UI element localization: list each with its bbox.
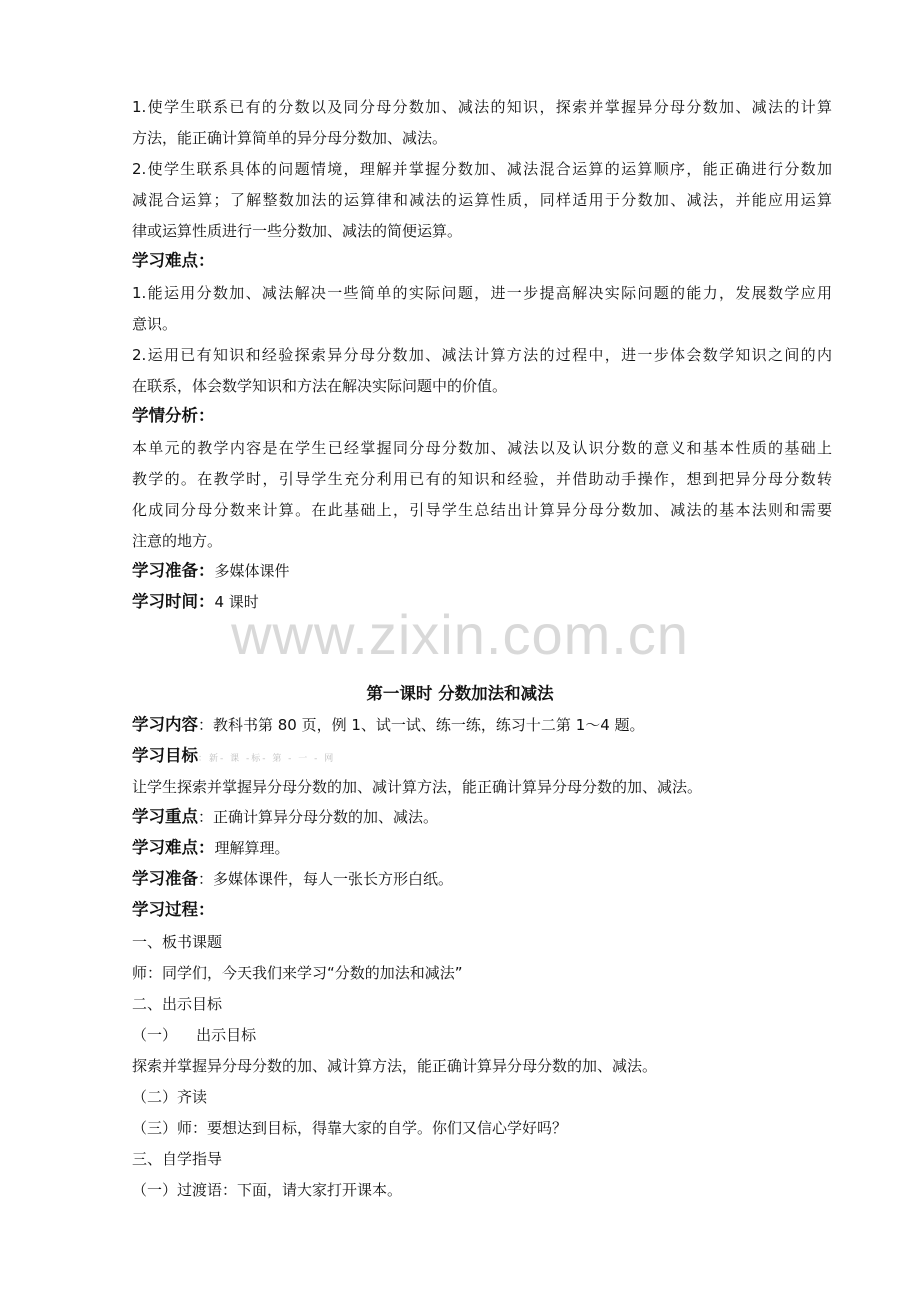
lesson-difficulty-label: 学习难点：: [132, 838, 215, 857]
analysis-heading: 学情分析：: [132, 406, 215, 425]
lesson-title: 第一课时 分数加法和减法: [366, 684, 554, 703]
analysis-line-4: 注意的地方。: [132, 532, 223, 550]
lesson-goal-row: [132, 745, 335, 770]
lesson-content-value: ：教科书第 80 页，例 1、试一试、练一练，练习十二第 1～4 题。: [198, 716, 645, 734]
goal-paragraph-1-line-1: 1.使学生联系已有的分数以及同分母分数加、减法的知识，探索并掌握异分母分数加、减法的计算: [132, 98, 832, 116]
lesson-goal-text: 让学生探索并掌握异分母分数的加、减计算方法，能正确计算异分母分数的加、减法。: [132, 778, 703, 796]
prep-row: [132, 560, 290, 582]
difficulty-heading: 学习难点：: [132, 251, 215, 270]
step-1-heading: 一、板书课题: [132, 933, 223, 951]
analysis-line-3: 化成同分母分数来计算。在此基础上，引导学生总结出计算异分母分数加、减法的基本法则和需要: [132, 501, 832, 519]
goal-paragraph-2-line-1: 2.使学生联系具体的问题情境，理解并掌握分数加、减法混合运算的运算顺序，能正确进行分数加: [132, 160, 832, 178]
time-heading: 学习时间：: [132, 592, 215, 611]
lesson-goal-watermark-text: ：新- 课 -标- 第 - 一 - 网: [198, 754, 336, 764]
step-2-1: （一） 出示目标: [132, 1026, 257, 1044]
lesson-prep-value: ：多媒体课件，每人一张长方形白纸。: [198, 870, 454, 888]
step-2-heading: 二、出示目标: [132, 995, 223, 1013]
analysis-line-1: 本单元的教学内容是在学生已经掌握同分母分数加、减法以及认识分数的意义和基本性质的基础上: [132, 439, 832, 457]
time-value: 4 课时: [214, 593, 259, 611]
lesson-difficulty-row: [132, 837, 290, 859]
lesson-difficulty-value: 理解算理。: [214, 839, 290, 857]
lesson-key-value: ：正确计算异分母分数的加、减法。: [198, 808, 439, 826]
lesson-prep-row: [132, 868, 453, 890]
step-2-1-text: 探索并掌握异分母分数的加、减计算方法，能正确计算异分母分数的加、减法。: [132, 1057, 658, 1075]
step-1-text: 师：同学们，今天我们来学习“分数的加法和减法”: [132, 964, 463, 982]
step-3-1: （一）过渡语：下面，请大家打开课本。: [132, 1181, 403, 1199]
difficulty-paragraph-2-line-2: 在联系，体会数学知识和方法在解决实际问题中的价值。: [132, 377, 508, 395]
difficulty-paragraph-1-line-1: 1.能运用分数加、减法解决一些简单的实际问题，进一步提高解决实际问题的能力，发展数学应用: [132, 284, 832, 302]
lesson-content-label: 学习内容: [132, 715, 198, 734]
step-2-2: （二）齐读: [132, 1088, 208, 1106]
difficulty-paragraph-1-line-2: 意识。: [132, 315, 178, 333]
lesson-process-heading: 学习过程：: [132, 900, 215, 919]
lesson-prep-label: 学习准备: [132, 869, 198, 888]
goal-paragraph-2-line-3: 律或运算性质进行一些分数加、减法的简便运算。: [132, 222, 463, 240]
lesson-goal-label: 学习目标: [132, 746, 198, 765]
analysis-line-2: 教学的。在教学时，引导学生充分利用已有的知识和经验，并借助动手操作，想到把异分母分数转: [132, 470, 832, 488]
goal-paragraph-2-line-2: 减混合运算；了解整数加法的运算律和减法的运算性质，同样适用于分数加、减法，并能应用运算: [132, 191, 832, 209]
watermark: www.zixin.com.cn: [231, 603, 689, 666]
difficulty-paragraph-2-line-1: 2.运用已有知识和经验探索异分母分数加、减法计算方法的过程中，进一步体会数学知识之间的内: [132, 346, 832, 364]
lesson-key-label: 学习重点: [132, 807, 198, 826]
prep-value: 多媒体课件: [214, 562, 290, 580]
lesson-content-row: [132, 714, 645, 736]
goal-paragraph-1-line-2: 方法，能正确计算简单的异分母分数加、减法。: [132, 129, 448, 147]
lesson-key-row: [132, 806, 438, 828]
step-2-3: （三）师：要想达到目标，得靠大家的自学。你们又信心学好吗？: [132, 1119, 568, 1137]
prep-heading: 学习准备：: [132, 561, 215, 580]
step-3-heading: 三、自学指导: [132, 1150, 223, 1168]
